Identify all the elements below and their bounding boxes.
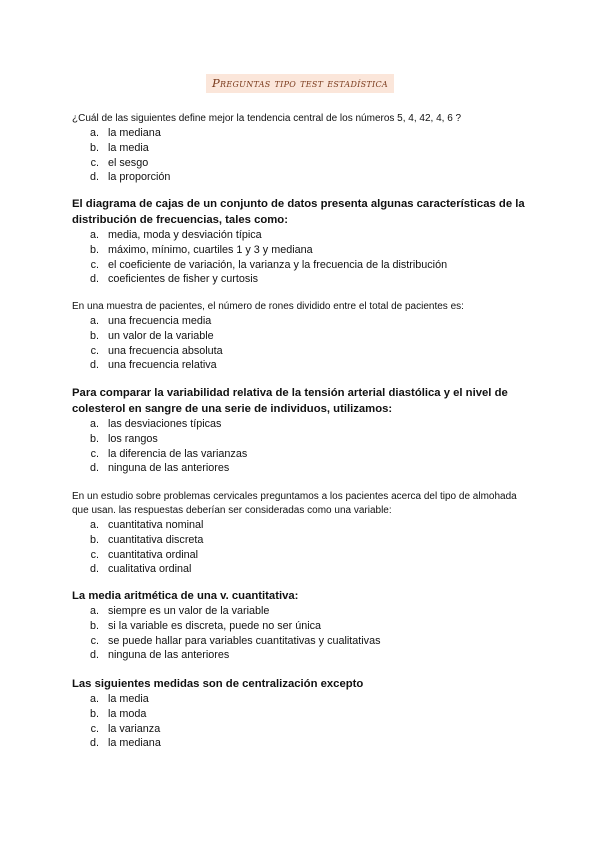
option-text: se puede hallar para variables cuantitativas y cualitativas bbox=[108, 634, 381, 647]
option-text: la varianza bbox=[108, 722, 161, 735]
option-letter: a. bbox=[89, 519, 99, 531]
option-b bbox=[72, 329, 532, 344]
option-c bbox=[72, 156, 532, 171]
option-letter: d. bbox=[89, 359, 99, 372]
option-b bbox=[72, 533, 532, 548]
option-text: el coeficiente de variación, la varianza y la frecuencia de la distribución bbox=[108, 258, 448, 271]
option-list bbox=[72, 604, 532, 663]
option-letter: b. bbox=[89, 141, 99, 154]
option-a bbox=[72, 417, 532, 432]
option-text: las desviaciones típicas bbox=[108, 418, 222, 430]
option-text: cualitativa ordinal bbox=[108, 563, 192, 576]
option-list bbox=[72, 417, 532, 476]
question-4 bbox=[72, 385, 532, 476]
question-text: La media aritmética de una v. cuantitativa: bbox=[72, 590, 299, 602]
option-letter: d. bbox=[89, 273, 99, 286]
option-d bbox=[72, 358, 532, 373]
option-text: una frecuencia media bbox=[108, 315, 212, 327]
option-d bbox=[72, 461, 532, 476]
option-text: un valor de la variable bbox=[108, 329, 214, 342]
question-text: Para comparar la variabilidad relativa de la tensión arterial diastólica y el nivel de colesterol en sangre de una serie de individuos, utilizamos: bbox=[72, 387, 508, 415]
option-text: el sesgo bbox=[108, 156, 149, 169]
option-letter: c. bbox=[90, 548, 99, 561]
option-c bbox=[72, 344, 532, 359]
option-text: media, moda y desviación típica bbox=[108, 229, 262, 241]
option-letter: a. bbox=[89, 229, 99, 241]
option-d bbox=[72, 562, 532, 577]
question-text: En una muestra de pacientes, el número de rones dividido entre el total de pacientes es: bbox=[72, 301, 464, 312]
question-6 bbox=[72, 588, 532, 663]
option-d bbox=[72, 648, 532, 663]
option-c bbox=[72, 447, 532, 462]
option-text: cuantitativa discreta bbox=[108, 533, 204, 546]
option-text: la diferencia de las varianzas bbox=[108, 447, 248, 460]
option-letter: b. bbox=[89, 432, 99, 445]
question-text: ¿Cuál de las siguientes define mejor la tendencia central de los números 5, 4, 42, 4, 6 ? bbox=[72, 113, 462, 124]
option-d bbox=[72, 170, 532, 185]
option-list bbox=[72, 228, 532, 287]
option-text: la moda bbox=[108, 707, 147, 720]
option-c bbox=[72, 548, 532, 563]
option-text: una frecuencia absoluta bbox=[108, 344, 223, 357]
option-letter: b. bbox=[89, 533, 99, 546]
question-5 bbox=[72, 490, 532, 577]
option-text: cuantitativa ordinal bbox=[108, 548, 199, 561]
option-c bbox=[72, 722, 532, 737]
option-c bbox=[72, 258, 532, 273]
option-letter: b. bbox=[89, 707, 99, 720]
option-list bbox=[72, 126, 532, 185]
option-text: si la variable es discreta, puede no ser única bbox=[108, 619, 322, 632]
option-d bbox=[72, 736, 532, 751]
option-letter: c. bbox=[90, 447, 99, 460]
option-letter: c. bbox=[90, 156, 99, 169]
option-b bbox=[72, 432, 532, 447]
option-text: los rangos bbox=[108, 432, 158, 445]
option-a bbox=[72, 314, 532, 329]
question-text: Las siguientes medidas son de centralización excepto bbox=[72, 678, 364, 690]
option-text: la proporción bbox=[108, 171, 171, 184]
option-letter: c. bbox=[90, 344, 99, 357]
option-text: la media bbox=[108, 693, 149, 705]
option-text: ninguna de las anteriores bbox=[108, 462, 230, 475]
option-c bbox=[72, 634, 532, 649]
option-letter: a. bbox=[89, 315, 99, 327]
option-list bbox=[72, 314, 532, 373]
option-a bbox=[72, 604, 532, 619]
question-7 bbox=[72, 676, 532, 751]
option-text: la mediana bbox=[108, 737, 161, 750]
option-a bbox=[72, 126, 532, 141]
question-text: En un estudio sobre problemas cervicales preguntamos a los pacientes acerca del tipo de almohada que usan. las respuestas deberían ser consideradas como una variable: bbox=[72, 491, 517, 516]
option-letter: a. bbox=[89, 418, 99, 430]
page-title: Preguntas tipo test estadística bbox=[206, 74, 394, 93]
option-letter: d. bbox=[89, 737, 99, 750]
option-letter: c. bbox=[90, 634, 99, 647]
option-letter: b. bbox=[89, 619, 99, 632]
option-letter: d. bbox=[89, 171, 99, 184]
option-text: ninguna de las anteriores bbox=[108, 649, 230, 662]
option-letter: c. bbox=[90, 258, 99, 271]
option-text: cuantitativa nominal bbox=[108, 519, 204, 531]
option-text: máximo, mínimo, cuartiles 1 y 3 y mediana bbox=[108, 243, 313, 256]
option-a bbox=[72, 228, 532, 243]
option-d bbox=[72, 272, 532, 287]
question-text: El diagrama de cajas de un conjunto de datos presenta algunas características de la distribución de frecuencias, tales como: bbox=[72, 198, 525, 226]
option-text: coeficientes de fisher y curtosis bbox=[108, 273, 259, 286]
option-b bbox=[72, 707, 532, 722]
option-a bbox=[72, 692, 532, 707]
option-letter: a. bbox=[89, 693, 99, 705]
option-b bbox=[72, 141, 532, 156]
option-letter: a. bbox=[89, 127, 99, 139]
option-a bbox=[72, 518, 532, 533]
question-3 bbox=[72, 300, 532, 373]
question-1 bbox=[72, 112, 532, 185]
option-text: la mediana bbox=[108, 127, 161, 139]
option-text: la media bbox=[108, 141, 149, 154]
option-letter: c. bbox=[90, 722, 99, 735]
option-letter: b. bbox=[89, 243, 99, 256]
option-letter: a. bbox=[89, 605, 99, 617]
question-2 bbox=[72, 196, 532, 287]
option-letter: d. bbox=[89, 649, 99, 662]
option-text: siempre es un valor de la variable bbox=[108, 605, 270, 617]
option-b bbox=[72, 619, 532, 634]
option-letter: d. bbox=[89, 563, 99, 576]
option-letter: d. bbox=[89, 462, 99, 475]
option-list bbox=[72, 518, 532, 577]
option-list bbox=[72, 692, 532, 751]
title-block bbox=[0, 74, 600, 93]
option-letter: b. bbox=[89, 329, 99, 342]
option-text: una frecuencia relativa bbox=[108, 359, 217, 372]
option-b bbox=[72, 243, 532, 258]
